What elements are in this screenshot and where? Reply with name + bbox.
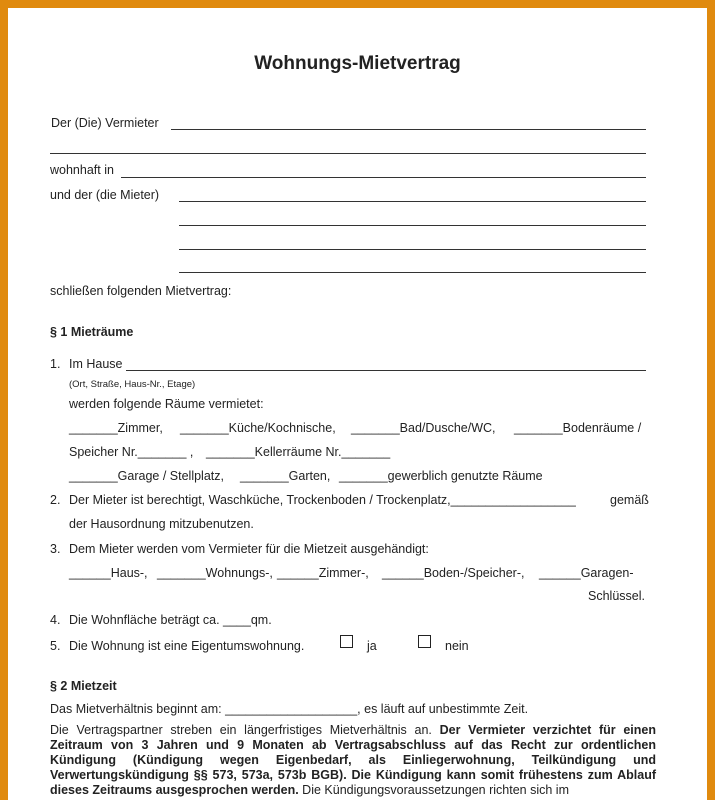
keys-end: Schlüssel.: [588, 589, 645, 603]
intro-text: schließen folgenden Mietvertrag:: [50, 284, 232, 298]
attic-field: _______Bodenräume /: [514, 421, 642, 435]
landlord-line-2[interactable]: [50, 153, 646, 154]
tenant-line-3[interactable]: [179, 249, 646, 250]
apartment-key-field: _______Wohnungs-,: [157, 566, 273, 580]
document-title: Wohnungs-Mietvertrag: [254, 53, 461, 74]
living-area-text: Die Wohnfläche beträgt ca. ____qm.: [69, 613, 272, 627]
tenant-line-1[interactable]: [179, 201, 646, 202]
lease-start-text: Das Mietverhältnis beginnt am: ___________________, es läuft auf unbestimmte Zeit.: [50, 702, 529, 716]
lease-term-tail: Die Kündigungsvoraussetzungen richten sich im: [298, 783, 569, 797]
item-3-number: 3.: [50, 542, 61, 556]
address-note: (Ort, Straße, Haus-Nr., Etage): [69, 379, 196, 390]
item-2-line-1: Der Mieter ist berechtigt, Waschküche, Trockenboden / Trockenplatz,__________________: [69, 493, 576, 507]
lease-term-normal: Die Vertragspartner streben ein längerfristiges Mietverhältnis an.: [50, 723, 440, 737]
condo-no-label: nein: [445, 639, 469, 653]
item-4-number: 4.: [50, 613, 61, 627]
item-3-line-1: Dem Mieter werden vom Vermieter für die Mietzeit ausgehändigt:: [69, 542, 429, 556]
condo-text: Die Wohnung ist eine Eigentumswohnung.: [69, 639, 305, 653]
commercial-field: _______gewerblich genutzte Räume: [339, 469, 543, 483]
house-key-field: ______Haus-,: [69, 566, 148, 580]
room-key-field: ______Zimmer-,: [277, 566, 369, 580]
bath-field: _______Bad/Dusche/WC,: [351, 421, 496, 435]
item-1-number: 1.: [50, 357, 61, 371]
garage-key-field: ______Garagen-: [539, 566, 634, 580]
cellar-field: _______Kellerräume Nr._______: [206, 445, 391, 459]
residence-label: wohnhaft in: [50, 163, 114, 177]
document-page: [8, 8, 707, 800]
landlord-label: Der (Die) Vermieter: [51, 116, 159, 130]
tenant-line-4[interactable]: [179, 272, 646, 273]
rooms-field: _______Zimmer,: [69, 421, 163, 435]
section-2-heading: § 2 Mietzeit: [50, 679, 117, 693]
landlord-line[interactable]: [171, 129, 646, 130]
storage-number-field: Speicher Nr._______ ,: [69, 445, 194, 459]
house-address-line[interactable]: [126, 370, 646, 371]
attic-key-field: ______Boden-/Speicher-,: [382, 566, 525, 580]
lease-term-paragraph: [50, 723, 656, 798]
section-1-heading: § 1 Mieträume: [50, 325, 134, 339]
garage-field: _______Garage / Stellplatz,: [69, 469, 224, 483]
condo-yes-checkbox[interactable]: [340, 635, 353, 648]
item-2-line-1-end: gemäß: [610, 493, 649, 507]
item-5-number: 5.: [50, 639, 61, 653]
condo-no-checkbox[interactable]: [418, 635, 431, 648]
item-1-text: werden folgende Räume vermietet:: [69, 397, 264, 411]
condo-yes-label: ja: [367, 639, 377, 653]
tenant-label: und der (die Mieter): [50, 188, 160, 202]
garden-field: _______Garten,: [240, 469, 331, 483]
lease-term-bold: Der Vermieter verzichtet für einen Zeitraum von 3 Jahren und 9 Monaten ab Vertragsabschluss auf das Recht zur ordentlichen Kündigung (Kündigung wegen Eigenbedarf, als Einliegerwohnung, Teilkündigung und Verwertungskündigung §§ 573, 573a, 573b BGB). Die Kündigung kann somit frühestens zum Ablauf dieses Zeitraums ausgesprochen werden.: [50, 723, 656, 797]
kitchen-field: _______Küche/Kochnische,: [180, 421, 336, 435]
residence-line[interactable]: [121, 177, 646, 178]
item-2-line-2: der Hausordnung mitzubenutzen.: [69, 517, 254, 531]
item-2-number: 2.: [50, 493, 61, 507]
item-1-label: Im Hause: [69, 357, 123, 371]
tenant-line-2[interactable]: [179, 225, 646, 226]
